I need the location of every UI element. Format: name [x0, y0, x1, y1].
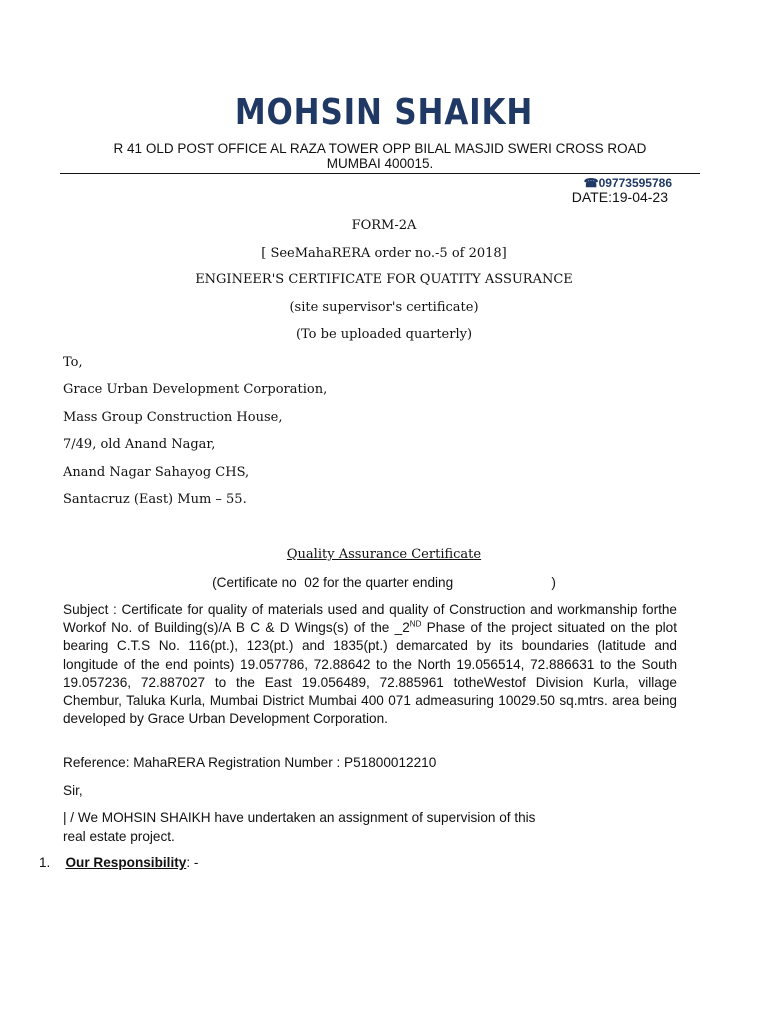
recipient-line: Anand Nagar Sahayog CHS,: [63, 465, 250, 480]
address-line-2: MUMBAI 400015.: [326, 156, 434, 171]
document-date: DATE:19-04-23: [571, 189, 668, 205]
section-suffix: : -: [186, 855, 199, 870]
subject-text-continued: Phase of the project situated on the plot bearing C.T.S No. 116(pt.), 123(pt.) and 1835(pt.) demarcated by its boundaries (latitude and longitude of the end points) 19.057786, 72.88642 to the North 19.056514, 72.886631 to the South 19.057236, 72.887027 to the East 19.056489, 72.885961 totheWestof Division Kurla, village Chembur, Taluka Kurla, Mumbai District Mumbai 400 071 admeasuring 10029.50 sq.mtrs. area being developed by Grace Urban Development Corporation.: [63, 620, 677, 727]
form-title: FORM-2A: [351, 218, 417, 233]
recipient-line: Santacruz (East) Mum – 55.: [63, 492, 247, 507]
sir-salutation: Sir,: [63, 783, 83, 798]
order-reference: [ SeeMahaRERA order no.-5 of 2018]: [261, 246, 507, 261]
letterhead-divider: [60, 173, 700, 174]
ordinal-suffix: ND: [409, 619, 422, 629]
certificate-subheading: (site supervisor's certificate): [289, 300, 479, 315]
qa-certificate-title: Quality Assurance Certificate: [286, 547, 482, 562]
reference-line: Reference: MahaRERA Registration Number : P51800012210: [63, 755, 437, 770]
section-title: Our Responsibility: [65, 855, 187, 870]
subject-text: Subject : Certificate for quality of materials used and quality of Construction and workmanship forthe Workof No. of Building(s)/A B C & D Wings(s) of the _2: [63, 602, 677, 636]
section-number: 1.: [39, 855, 51, 870]
recipient-line: 7/49, old Anand Nagar,: [63, 437, 216, 452]
to-salutation: To,: [63, 355, 83, 370]
phone-number: ☎09773595786: [583, 176, 672, 190]
undertaking-line-2: real estate project.: [63, 829, 175, 844]
subject-paragraph: [63, 601, 677, 728]
letterhead-address: [60, 141, 700, 171]
letterhead-name: MOHSIN SHAIKH: [234, 92, 534, 133]
recipient-line: Grace Urban Development Corporation,: [63, 382, 328, 397]
responsibility-section: [39, 855, 198, 870]
recipient-line: Mass Group Construction House,: [63, 410, 283, 425]
upload-note: (To be uploaded quarterly): [295, 327, 473, 342]
certificate-heading: ENGINEER'S CERTIFICATE FOR QUATITY ASSURANCE: [195, 272, 573, 287]
undertaking-line-1: | / We MOHSIN SHAIKH have undertaken an assignment of supervision of this: [63, 810, 536, 825]
address-line-1: R 41 OLD POST OFFICE AL RAZA TOWER OPP BILAL MASJID SWERI CROSS ROAD: [113, 141, 647, 156]
certificate-number-line: (Certificate no 02 for the quarter ending ): [212, 575, 556, 590]
